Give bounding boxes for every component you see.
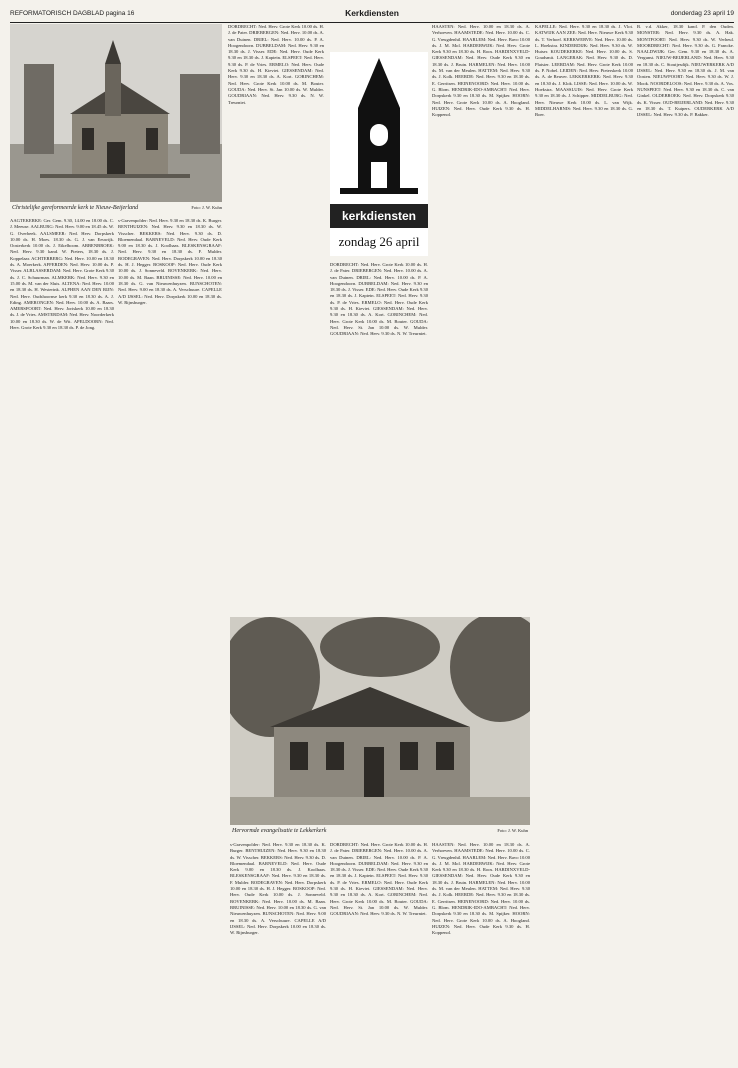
- column-6-text: B. v.d. Akker, 18.30 kand. P. den Ouden. MONSTER: Ned. Herv. 9.30 ds. A. Hak. MONTFOORT: Ned. Herv. 9.30 ds. W. Verheul. MOORDRECHT: Ned. Herv. 9.30 ds. G. Francke. NAALDWIJK: Ger. Gem. 9.30 en 18.30 ds. A. Vergunst. NIEUW-BEIJERLAND: Ned. Herv. 9.30 en 18.30 ds. C. Stoutjesdijk. NIEUWERKERK A/D IJSSEL: Ned. Herv. 9.30 en 18.30 ds. J. M. van Oosten. NIEUWPOORT: Ned. Herv. 9.30 ds. W. J. Mook. NOORDELOOS: Ned. Herv. 9.30 ds. A. Vos. NUNSPEET: Ned. Herv. 9.30 en 18.30 ds. C. van Ginkel. OLDEBROEK: Ned. Herv. Dorpskerk 9.30 ds. K. Visser. OUD-BEIJERLAND: Ned. Herv. 9.30 en 18.30 ds. T. Kuipers. OUDERKERK A/D IJSSEL: Ned. Herv. 9.30 ds. P. Bakker.: [637, 24, 734, 118]
- column-2: [118, 218, 222, 1056]
- feature-title-band: [330, 204, 428, 228]
- photo-caption-2: [232, 828, 528, 836]
- issue-date: donderdag 23 april 19: [670, 10, 734, 17]
- column-bottom-b-text: DORDRECHT: Ned. Herv. Grote Kerk 10.00 ds. H. J. de Pater. DRIEBERGEN: Ned. Herv. 10.00 ds. A. van Duinen. DRIEL: Ned. Herv. 10.00 ds. P. A. Hoogendoorn. DUBBELDAM: Ned. Herv. 9.30 en 18.30 ds. J. Visser. EDE: Ned. Herv. Oude Kerk 9.30 en 18.30 ds. J. Kaptein. ELSPEET: Ned. Herv. 9.30 ds. P. de Vries. ERMELO: Ned. Herv. Oude Kerk 9.30 ds. H. Kieviet. GIESSENDAM: Ned. Herv. 9.30 en 18.30 ds. A. Kort. GORINCHEM: Ned. Herv. Grote Kerk 10.00 ds. M. Bouter. GOUDA: Ned. Herv. St. Jan 10.00 ds. W. Mulder. GOUDRIAAN: Ned. Herv. 9.30 ds. N. W. Treurniet.: [330, 842, 428, 917]
- column-bottom-c: [432, 842, 530, 1056]
- photo-credit-2: Foto: J. W. Kuhn: [497, 828, 528, 833]
- column-bottom-a-text: s-Gravenpolder: Ned. Herv. 9.30 en 18.30 ds. K. Burger. BENTHUIZEN: Ned. Herv. 9.30 en 18.30 ds. W. Visscher. BEKKERS: Ned. Herv. 9.30 ds. D. Bloemendaal. BARNEVELD: Ned. Herv. Oude Kerk 9.00 en 18.30 ds. J. Koolhaas. BLESKENSGRAAF: Ned. Herv. 9.30 en 18.30 ds. F. Mulder. BODEGRAVEN: Ned. Herv. Dorpskerk 10.00 en 18.30 ds. H. J. Hegger. BOSKOOP: Ned. Herv. Oude Kerk 10.00 ds. J. Sonneveld. BOVENKERK: Ned. Herv. 10.00 ds. M. Baan. BRUINISSE: Ned. Herv. 10.00 en 18.30 ds. G. van Nieuwenhuyzen. BUNSCHOTEN: Ned. Herv. 9.00 en 18.30 ds. A. Verschuure. CAPELLE A/D IJSSEL: Ned. Herv. Dorpskerk 10.00 en 18.30 ds. W. Rijnsburger.: [230, 842, 326, 936]
- column-3b: [330, 262, 428, 612]
- newspaper-page-label: REFORMATORISCH DAGBLAD pagina 16: [10, 10, 135, 17]
- column-6: [637, 24, 734, 1056]
- church-silhouette-icon: [330, 52, 428, 202]
- column-bottom-b: [330, 842, 428, 1056]
- photo-caption-1-text: Christelijke gereformeerde kerk te Nieuw-Beijerland: [12, 205, 139, 211]
- column-bottom-c-text: HAASTEN: Ned. Herv. 10.00 en 18.30 ds. A. Verhoeven. HAAMSTEDE: Ned. Herv. 10.00 ds. C. G. Vreugdenhil. HAARLEM: Ned. Herv. Bavo 10.00 ds. J. M. Mol. HARDERWIJK: Ned. Herv. Grote Kerk 9.30 en 18.30 ds. H. Roos. HARDINXVELD-GIESSENDAM: Ned. Herv. Oude Kerk 9.30 en 18.30 ds. J. Bruin. HARMELEN: Ned. Herv. 10.00 ds. M. van der Meulen. HATTEM: Ned. Herv. 9.30 ds. J. Kolk. HEERDE: Ned. Herv. 9.30 en 18.30 ds. E. Gerritsen. HEINENOORD: Ned. Herv. 10.00 ds. G. Blom. HENDRIK-IDO-AMBACHT: Ned. Herv. Dorpskerk 9.30 en 18.30 ds. M. Spijker. HOORN: Ned. Herv. Grote Kerk 10.00 ds. A. Hoogland. HUIZEN: Ned. Herv. Oude Kerk 9.30 ds. H. Koppenol.: [432, 842, 530, 936]
- evangelisation-photo-image: [230, 617, 530, 825]
- column-4-text: HAASTEN: Ned. Herv. 10.00 en 18.30 ds. A. Verhoeven. HAAMSTEDE: Ned. Herv. 10.00 ds. C. G. Vreugdenhil. HAARLEM: Ned. Herv. Bavo 10.00 ds. J. M. Mol. HARDERWIJK: Ned. Herv. Grote Kerk 9.30 en 18.30 ds. H. Roos. HARDINXVELD-GIESSENDAM: Ned. Herv. Oude Kerk 9.30 en 18.30 ds. J. Bruin. HARMELEN: Ned. Herv. 10.00 ds. M. van der Meulen. HATTEM: Ned. Herv. 9.30 ds. J. Kolk. HEERDE: Ned. Herv. 9.30 en 18.30 ds. E. Gerritsen. HEINENOORD: Ned. Herv. 10.00 ds. G. Blom. HENDRIK-IDO-AMBACHT: Ned. Herv. Dorpskerk 9.30 en 18.30 ds. M. Spijker. HOORN: Ned. Herv. Grote Kerk 10.00 ds. A. Hoogland. HUIZEN: Ned. Herv. Oude Kerk 9.30 ds. H. Koppenol.: [432, 24, 530, 118]
- column-1: [10, 218, 114, 1056]
- column-4: [432, 24, 530, 612]
- column-bottom-a: [230, 842, 326, 1056]
- photo-caption-1: [12, 205, 222, 213]
- page-header: [10, 8, 734, 23]
- photo-caption-2-text: Hervormde evangelisatie te Lekkerkerk: [232, 828, 327, 834]
- church-photo-image: [10, 24, 222, 202]
- feature-title: kerkdiensten: [341, 209, 417, 223]
- evangelisation-building-photo: [230, 617, 530, 825]
- column-2-text: s-Gravenpolder: Ned. Herv. 9.30 en 18.30 ds. K. Burger. BENTHUIZEN: Ned. Herv. 9.30 en 18.30 ds. W. Visscher. BEKKERS: Ned. Herv. 9.30 ds. D. Bloemendaal. BARNEVELD: Ned. Herv. Oude Kerk 9.00 en 18.30 ds. J. Koolhaas. BLESKENSGRAAF: Ned. Herv. 9.30 en 18.30 ds. F. Mulder. BODEGRAVEN: Ned. Herv. Dorpskerk 10.00 en 18.30 ds. H. J. Hegger. BOSKOOP: Ned. Herv. Oude Kerk 10.00 ds. J. Sonneveld. BOVENKERK: Ned. Herv. 10.00 ds. M. Baan. BRUINISSE: Ned. Herv. 10.00 en 18.30 ds. G. van Nieuwenhuyzen. BUNSCHOTEN: Ned. Herv. 9.00 en 18.30 ds. A. Verschuure. CAPELLE A/D IJSSEL: Ned. Herv. Dorpskerk 10.00 en 18.30 ds. W. Rijnsburger.: [118, 218, 222, 305]
- feature-subtitle: zondag 26 april: [338, 234, 420, 249]
- church-photo: [10, 24, 222, 202]
- column-5: [535, 24, 633, 1056]
- column-5-text: KAPELLE: Ned. Herv. 9.30 en 18.30 ds. J. Vlot. KATWIJK AAN ZEE: Ned. Herv. Nieuwe Kerk 9.30 ds. T. Verhoef. KERKWERVE: Ned. Herv. 10.00 ds. L. Hoekstra. KINDERDIJK: Ned. Herv. 9.30 ds. W. Huiser. KOUDEKERKE: Ned. Herv. 10.00 ds. S. Goudsmit. LANGERAK: Ned. Herv. 9.30 ds. D. Plaisier. LEERDAM: Ned. Herv. Grote Kerk 10.00 ds. P. Nobel. LEIDEN: Ned. Herv. Pieterskerk 10.00 ds. A. de Reuver. LEKKERKERK: Ned. Herv. 9.30 en 18.30 ds. J. Klok. LISSE: Ned. Herv. 10.00 ds. W. Hoekstra. MAASSLUIS: Ned. Herv. Grote Kerk 9.30 en 18.30 ds. J. Schipper. MIDDELBURG: Ned. Herv. Nieuwe Kerk 10.00 ds. L. van Wijk. MIDDELHARNIS: Ned. Herv. 9.30 en 18.30 ds. G. Boer.: [535, 24, 633, 118]
- column-3: [228, 24, 324, 612]
- column-1-text: AAGTEKERKE: Ger. Gem. 9.30, 14.00 en 18.00 ds. C. J. Meeuse. AALBURG: Ned. Herv. 9.00 en 18.45 ds. W. G. Overbeek. AALSMEER: Ned. Herv. Dorpskerk 10.00 ds. H. Moes. 18.30 ds. G. J. van Eeuwijk. Oosterkerk 10.00 ds. J. Eikelboom. ABBENBROEK: Ned. Herv. 9.30 kand. W. Pieters, 18.30 ds. J. Koppelaar. ACHTERBERG: Ned. Herv. 10.00 en 18.30 ds. A. Moerkerk. AFFERDEN: Ned. Herv. 10.00 ds. P. Visser. ALBLASSERDAM: Ned. Herv. Grote Kerk 9.30 ds. J. C. Schuurman. ALMKERK: Ned. Herv. 9.30 en 15.00 ds. M. van der Sluis. ALTENA: Ned. Herv. 10.00 en 18.30 ds. H. Westerink. ALPHEN AAN DEN RIJN: Ned. Herv. Oudshoornse kerk 9.30 en 18.30 ds. A. J. Eding. AMERONGEN: Ned. Herv. 10.00 ds. A. Baars. AMERSFOORT: Ned. Herv. Joriskerk 10.00 en 18.30 ds. J. de Vries. AMSTERDAM: Ned. Herv. Noorderkerk 10.00 en 18.30 ds. W. de Wit. APELDOORN: Ned. Herv. Grote Kerk 9.30 en 18.30 ds. P. de Jong.: [10, 218, 114, 331]
- feature-box: [330, 52, 428, 256]
- photo-credit-1: Foto: J. W. Kuhn: [191, 205, 222, 210]
- column-3b-text: DORDRECHT: Ned. Herv. Grote Kerk 10.00 ds. H. J. de Pater. DRIEBERGEN: Ned. Herv. 10.00 ds. A. van Duinen. DRIEL: Ned. Herv. 10.00 ds. P. A. Hoogendoorn. DUBBELDAM: Ned. Herv. 9.30 en 18.30 ds. J. Visser. EDE: Ned. Herv. Oude Kerk 9.30 en 18.30 ds. J. Kaptein. ELSPEET: Ned. Herv. 9.30 ds. P. de Vries. ERMELO: Ned. Herv. Oude Kerk 9.30 ds. H. Kieviet. GIESSENDAM: Ned. Herv. 9.30 en 18.30 ds. A. Kort. GORINCHEM: Ned. Herv. Grote Kerk 10.00 ds. M. Bouter. GOUDA: Ned. Herv. St. Jan 10.00 ds. W. Mulder. GOUDRIAAN: Ned. Herv. 9.30 ds. N. W. Treurniet.: [330, 262, 428, 337]
- column-3-text: DORDRECHT: Ned. Herv. Grote Kerk 10.00 ds. H. J. de Pater. DRIEBERGEN: Ned. Herv. 10.00 ds. A. van Duinen. DRIEL: Ned. Herv. 10.00 ds. P. A. Hoogendoorn. DUBBELDAM: Ned. Herv. 9.30 en 18.30 ds. J. Visser. EDE: Ned. Herv. Oude Kerk 9.30 en 18.30 ds. J. Kaptein. ELSPEET: Ned. Herv. 9.30 ds. P. de Vries. ERMELO: Ned. Herv. Oude Kerk 9.30 ds. H. Kieviet. GIESSENDAM: Ned. Herv. 9.30 en 18.30 ds. A. Kort. GORINCHEM: Ned. Herv. Grote Kerk 10.00 ds. M. Bouter. GOUDA: Ned. Herv. St. Jan 10.00 ds. W. Mulder. GOUDRIAAN: Ned. Herv. 9.30 ds. N. W. Treurniet.: [228, 24, 324, 105]
- section-title: Kerkdiensten: [345, 8, 399, 18]
